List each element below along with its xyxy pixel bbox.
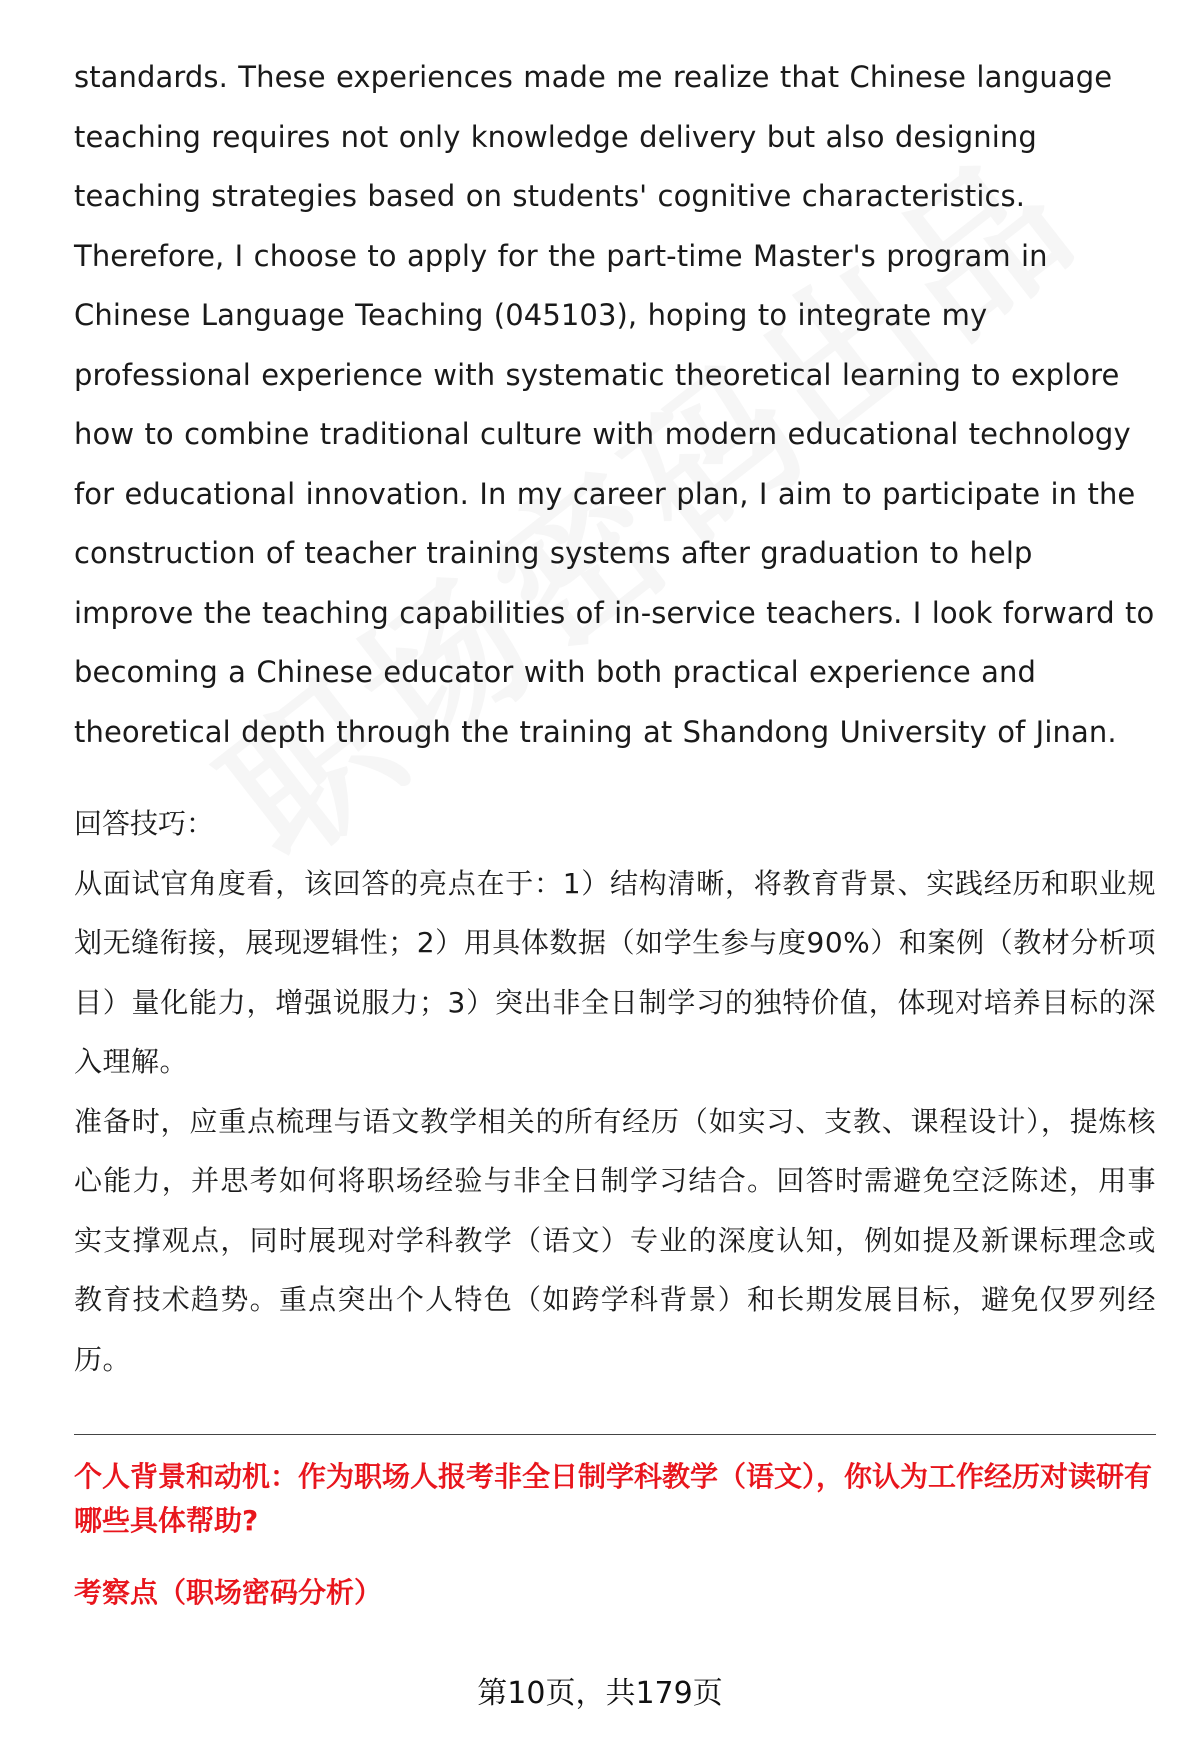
- tips-heading: 回答技巧：: [74, 807, 215, 840]
- document-page: [74, 48, 1156, 1615]
- section-divider: [74, 1434, 1156, 1435]
- page-indicator: 第10页，共179页: [477, 1676, 723, 1711]
- answer-continuation-paragraph: standards. These experiences made me realize that Chinese language teaching requires not only knowledge delivery but also designing teaching strategies based on students' cognitive characteristics. Therefore, I choose to apply for the part-time Master's program in Chinese Language Teaching (045103), hoping to integrate my professional experience with systematic theoretical learning to explore how to combine traditional culture with modern educational technology for educational innovation. In my career plan, I aim to participate in the construction of teacher training systems after graduation to help improve the teaching capabilities of in-service teachers. I look forward to becoming a Chinese educator with both practical experience and theoretical depth through the training at Shandong University of Jinan.: [74, 60, 1155, 749]
- next-question-title: 个人背景和动机：作为职场人报考非全日制学科教学（语文），你认为工作经历对读研有哪些具体帮助?: [74, 1460, 1153, 1537]
- tips-paragraph-1: 从面试官角度看，该回答的亮点在于：1）结构清晰，将教育背景、实践经历和职业规划无缝衔接，展现逻辑性；2）用具体数据（如学生参与度90%）和案例（教材分析项目）量化能力，增强说服力；3）突出非全日制学习的独特价值，体现对培养目标的深入理解。: [74, 866, 1156, 1078]
- assessment-point-label: 考察点（职场密码分析）: [74, 1576, 383, 1609]
- tips-paragraph-2: 准备时，应重点梳理与语文教学相关的所有经历（如实习、支教、课程设计），提炼核心能力，并思考如何将职场经验与非全日制学习结合。回答时需避免空泛陈述，用事实支撑观点，同时展现对学科教学（语文）专业的深度认知，例如提及新课标理念或教育技术趋势。重点突出个人特色（如跨学科背景）和长期发展目标，避免仅罗列经历。: [74, 1104, 1156, 1376]
